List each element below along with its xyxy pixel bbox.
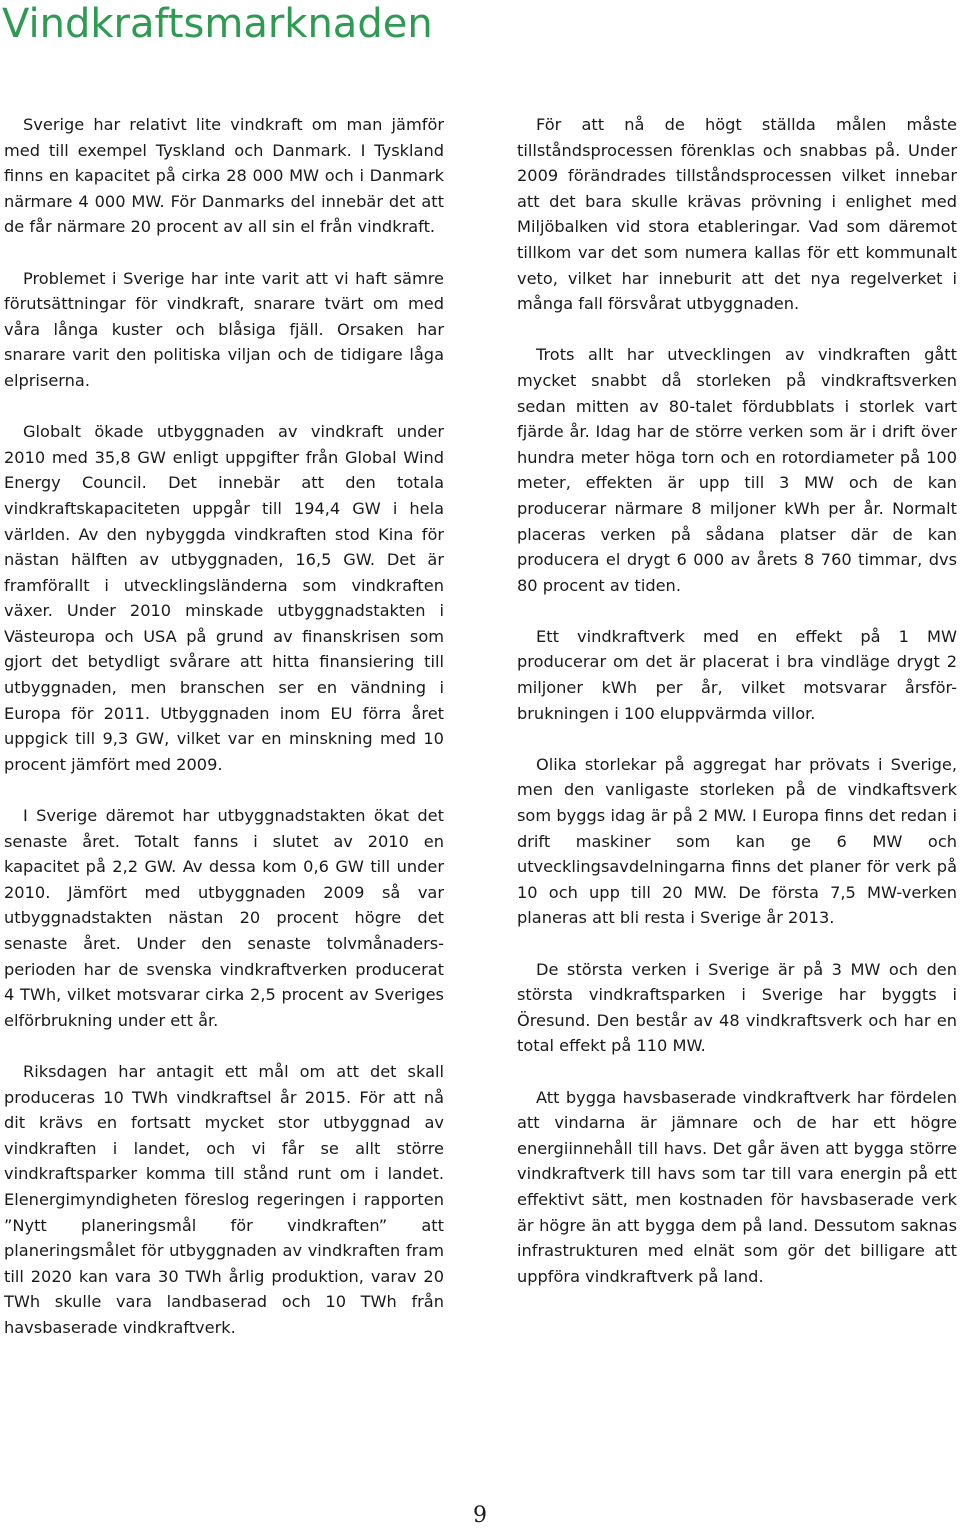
paragraph: Sverige har relativt lite vindkraft om man jämför med till exempel Tyskland och Danmark. I Tyskland finns en kapacitet på cirka 28 000 MW och i Danmark närmare 4 000 MW. För Danmarks del innebär det att de får närmare 20 procent av all sin el från vindkraft. bbox=[4, 115, 444, 237]
paragraph: Riksdagen har antagit ett mål om att det skall produceras 10 TWh vindkraftsel år 2015. För att nå dit krävs en fortsatt mycket stor utbyggnad av vindkraften i landet, och vi får se allt större vindkraftsparker komma till stånd runt om i landet. Elenergimyndigheten föreslog regeringen i rapporten ”Nytt planeringsmål för vindkraften” att planeringsmålet för utbyggnaden av vindkraften fram till 2020 kan vara 30 TWh årlig produktion, varav 20 TWh skulle vara landbaserad och 10 TWh från havsbaserade vindkraftverk. bbox=[4, 1061, 444, 1337]
right-column bbox=[517, 112, 957, 1289]
paragraph: För att nå de högt ställda målen måste tillståndsprocessen förenklas och snabbas på. Under 2009 förändrades tillståndsprocessen vilket innebar att det bara skulle krävas prövning i enlighet med Miljöbalken vid stora etableringar. Vad som däremot tillkom var det som numera kallas för ett kommunalt veto, vilket har inneburit att det nya regelverket i många fall försvårat utbyggnaden. bbox=[517, 115, 957, 314]
paragraph: Globalt ökade utbyggnaden av vindkraft under 2010 med 35,8 GW enligt uppgifter från Global Wind Energy Council. Det innebär att den totala vindkraftskapaciteten uppgår till 194,4 GW i hela världen. Av den nybyggda vindkraften stod Kina för nästan hälften av utbyggnaden, 16,5 GW. Det är framförallt i utvecklingsländerna som vindkraften växer. Under 2010 minskade utbyggnadstakten i Västeuropa och USA på grund av finanskrisen som gjort det betydligt svårare att hitta finansiering till utbyggnaden, men branschen ser en vändning i Europa för 2011. Utbyggnaden inom EU förra året uppgick till 9,3 GW, vilket var en minskning med 10 procent jämfört med 2009. bbox=[4, 422, 444, 774]
paragraph: Ett vindkraftverk med en effekt på 1 MW producerar om det är placerat i bra vindläge drygt 2 miljoner kWh per år, vilket motsvarar årsför-brukningen i 100 eluppvärmda villor. bbox=[517, 626, 957, 723]
left-column bbox=[4, 112, 444, 1341]
paragraph: Olika storlekar på aggregat har prövats i Sverige, men den vanligaste storleken på de vindkaftsverk som byggs idag är på 2 MW. I Europa finns det redan i drift maskiner som kan ge 6 MW och utvecklingsavdelningarna finns det planer för verk på 10 och upp till 20 MW. De första 7,5 MW-verken planeras att bli resta i Sverige år 2013. bbox=[517, 754, 957, 928]
page-title: Vindkraftsmarknaden bbox=[2, 1, 433, 47]
paragraph: Trots allt har utvecklingen av vindkraften gått mycket snabbt då storleken på vindkraftsverken sedan mitten av 80-talet fördubblats i storlek vart fjärde år. Idag har de större verken som är i drift över hundra meter höga torn och en rotordiameter på 100 meter, effekten är upp till 3 MW och de kan producerar närmare 8 miljoner kWh per år. Normalt placeras verken på sådana platser där de kan producera el drygt 6 000 av årets 8 760 timmar, dvs 80 procent av tiden. bbox=[517, 345, 957, 595]
paragraph: Problemet i Sverige har inte varit att vi haft sämre förutsättningar för vindkraft, snarare tvärt om med våra långa kuster och blåsiga fjäll. Orsaken har snarare varit den politiska viljan och de tidigare låga elpriserna. bbox=[4, 268, 444, 390]
paragraph: De största verken i Sverige är på 3 MW och den största vindkraftsparken i Sverige har byggts i Öresund. Den består av 48 vindkraftsverk och har en total effekt på 110 MW. bbox=[517, 959, 957, 1056]
paragraph: Att bygga havsbaserade vindkraftverk har fördelen att vindarna är jämnare och de har ett högre energiinnehåll till havs. Det går även att bygga större vindkraftverk till havs som tar till vara energin på ett effektivt sätt, men kostnaden för havsbaserade verk är högre än att bygga dem på land. Dessutom saknas infrastrukturen med elnät som gör det billigare att uppföra vindkraftverk på land. bbox=[517, 1087, 957, 1286]
paragraph: I Sverige däremot har utbyggnadstakten ökat det senaste året. Totalt fanns i slutet av 2010 en kapacitet på 2,2 GW. Av dessa kom 0,6 GW till under 2010. Jämfört med utbyggnaden 2009 så var utbyggnadstakten nästan 20 procent högre det senaste året. Under den senaste tolvmånaders-perioden har de svenska vindkraftverken producerat 4 TWh, vilket motsvarar cirka 2,5 procent av Sveriges elförbrukning under ett år. bbox=[4, 806, 444, 1030]
page-number: 9 bbox=[473, 1503, 487, 1528]
